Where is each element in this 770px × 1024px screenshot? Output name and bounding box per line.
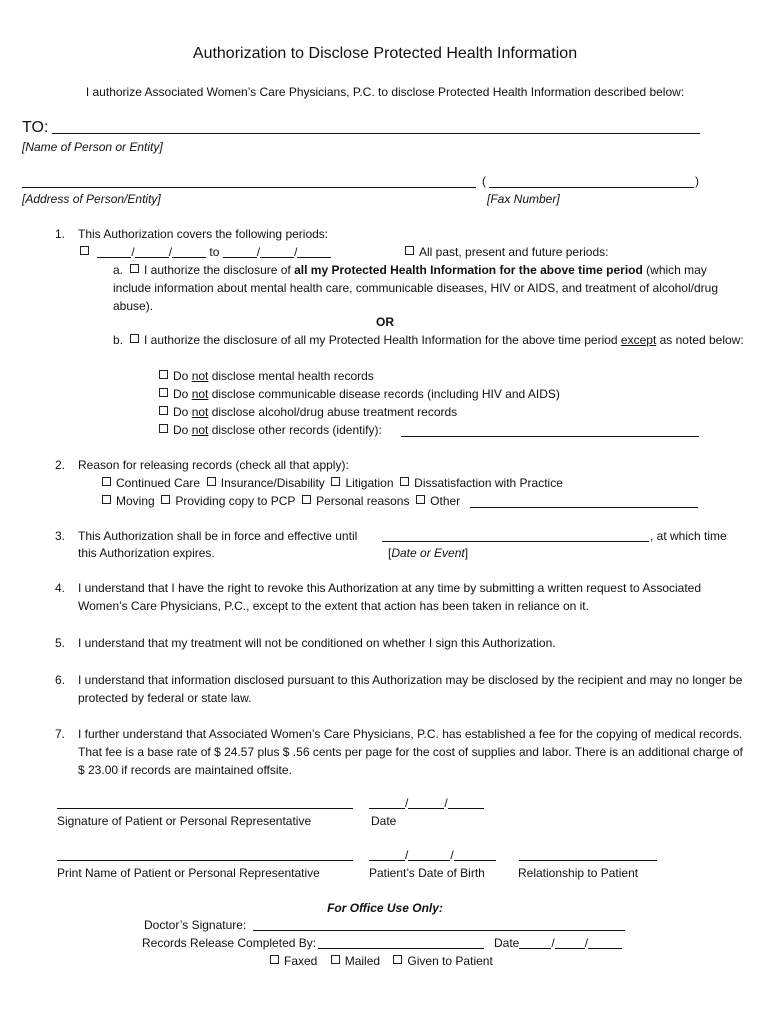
section4-text: I understand that I have the right to revoke this Authorization at any time by submitting a written request to Associated Women’s Care Physicians, P.C., except to the extent that action has been taken in reliance on it. — [78, 581, 702, 613]
doctor-signature-field[interactable] — [253, 930, 625, 931]
reason-checkbox[interactable] — [102, 495, 111, 504]
doctor-signature-label: Doctor’s Signature: — [144, 918, 247, 932]
or-text: OR — [376, 315, 394, 329]
option-a-bold: all my Protected Health Information for the above time period — [294, 263, 643, 277]
other-records-field[interactable] — [401, 436, 699, 437]
section3-text: This Authorization shall be in force and effective until — [78, 529, 358, 543]
section3-text-post: , at which time — [650, 529, 727, 543]
period-checkbox[interactable] — [80, 246, 89, 255]
exclude-mental-health — [159, 370, 374, 382]
not-label: not — [191, 369, 209, 383]
do-label: Do — [173, 369, 192, 383]
office-date-label: Date — [494, 936, 520, 950]
option-a-text — [113, 261, 733, 315]
reason-label: Personal reasons — [316, 494, 410, 508]
fax-caption: [Fax Number] — [487, 192, 560, 206]
name-caption: [Name of Person or Entity] — [22, 140, 163, 154]
exclude-mental-health-checkbox[interactable] — [159, 370, 168, 379]
period-end-year[interactable] — [297, 246, 331, 258]
office-date-group: Date / / — [494, 937, 622, 949]
all-periods-checkbox[interactable] — [405, 246, 414, 255]
section1-number: 1. — [55, 227, 66, 241]
reason-label: Other — [430, 494, 461, 508]
option-text: disclose alcohol/drug abuse treatment records — [208, 405, 458, 419]
print-name-field[interactable] — [57, 860, 353, 861]
period-end-month[interactable] — [223, 246, 257, 258]
section7-number: 7. — [55, 727, 66, 741]
section6-text: I understand that information disclosed pursuant to this Authorization may be disclosed by the recipient and may no longer be protected by federal or state law. — [78, 673, 743, 705]
option-text: disclose communicable disease records (including HIV and AIDS) — [208, 387, 560, 401]
exclude-other — [159, 424, 382, 436]
section3-number: 3. — [55, 529, 66, 543]
reason-label: Litigation — [345, 476, 394, 490]
reasons-row-1 — [102, 477, 563, 489]
sig-date-year[interactable] — [448, 797, 484, 809]
reason-label: Providing copy to PCP — [175, 494, 296, 508]
recipient-address-field[interactable] — [22, 187, 476, 188]
reason-label: Moving — [116, 494, 155, 508]
dob-month[interactable] — [369, 849, 405, 861]
period-start-year[interactable] — [172, 246, 206, 258]
reason-checkbox[interactable] — [207, 477, 216, 486]
fax-number-field[interactable] — [489, 187, 694, 188]
option-b-letter: b. — [113, 333, 124, 347]
or-divider — [0, 316, 770, 328]
relationship-field[interactable] — [519, 860, 657, 861]
reason-label: Dissatisfaction with Practice — [414, 476, 563, 490]
dob-label: Patient’s Date of Birth — [369, 866, 485, 880]
date-event-caption: [Date or Event] — [388, 546, 469, 560]
office-date-month[interactable] — [519, 937, 551, 949]
exclude-alcohol-drug — [159, 406, 457, 418]
option-b-except: except — [620, 333, 657, 347]
option-text: disclose mental health records — [208, 369, 374, 383]
reason-checkbox[interactable] — [102, 477, 111, 486]
reason-checkbox[interactable] — [416, 495, 425, 504]
faxed-checkbox[interactable] — [270, 955, 279, 964]
sig-date-day[interactable] — [408, 797, 444, 809]
reason-checkbox[interactable] — [400, 477, 409, 486]
print-name-label: Print Name of Patient or Personal Representative — [57, 866, 320, 880]
page-title: Authorization to Disclose Protected Health Information — [192, 45, 578, 62]
recipient-name-field[interactable] — [52, 133, 700, 134]
section2-number: 2. — [55, 458, 66, 472]
reason-label: Insurance/Disability — [220, 476, 325, 490]
other-reason-field[interactable] — [470, 507, 698, 508]
mailed-label: Mailed — [344, 954, 381, 968]
option-a-post: (which may include information about mental health care, communicable diseases, HIV or AIDS, and treatment of alcohol/drug abuse). — [113, 263, 718, 313]
to-label-text: TO — [22, 119, 44, 136]
office-use-heading: For Office Use Only: — [327, 901, 443, 915]
section5-number: 5. — [55, 636, 66, 650]
office-date-year[interactable] — [588, 937, 622, 949]
section3-line2: this Authorization expires. — [78, 546, 215, 560]
option-b-text — [113, 331, 753, 349]
intro-text: I authorize Associated Women’s Care Physicians, P.C. to disclose Protected Health Information described below: — [85, 85, 685, 99]
dob-year[interactable] — [454, 849, 496, 861]
exclude-communicable-disease — [159, 388, 560, 400]
option-b-checkbox[interactable] — [130, 334, 139, 343]
option-text: disclose other records (identify): — [208, 423, 382, 437]
section5-text: I understand that my treatment will not be conditioned on whether I sign this Authorization. — [78, 636, 556, 650]
dob-day[interactable] — [408, 849, 450, 861]
signature-date-label: Date — [371, 814, 397, 828]
period-to-label: to — [209, 245, 220, 259]
given-checkbox[interactable] — [393, 955, 402, 964]
records-completed-label: Records Release Completed By: — [142, 936, 317, 950]
signature-field[interactable] — [57, 808, 353, 809]
section7-text: I further understand that Associated Women’s Care Physicians, P.C. has established a fee for the copying of medical records. That fee is a base rate of $ 24.57 plus $ .56 cents per page for the cost of supplies and labor. There is an additional charge of $ 23.00 if records are maintained offsite. — [78, 727, 743, 777]
not-label: not — [191, 423, 209, 437]
section2-text: Reason for releasing records (check all that apply): — [78, 458, 349, 472]
option-a-checkbox[interactable] — [130, 264, 139, 273]
option-b-pre: I authorize the disclosure of all my Protected Health Information for the above time period — [144, 333, 621, 347]
option-b-post: as noted below: — [656, 333, 744, 347]
mailed-checkbox[interactable] — [331, 955, 340, 964]
office-date-day[interactable] — [555, 937, 585, 949]
not-label: not — [191, 405, 209, 419]
sig-date-month[interactable] — [369, 797, 405, 809]
all-periods-option — [405, 246, 608, 258]
do-label: Do — [173, 387, 192, 401]
date-event-text: Date or Event — [391, 546, 465, 560]
do-label: Do — [173, 405, 192, 419]
exclude-communicable-checkbox[interactable] — [159, 388, 168, 397]
option-a-letter: a. — [113, 263, 124, 277]
section1-text: This Authorization covers the following periods: — [78, 227, 329, 241]
period-start-month[interactable] — [97, 246, 131, 258]
fax-open-paren: ( — [482, 174, 486, 188]
expiration-field[interactable] — [382, 541, 649, 542]
office-options — [270, 955, 493, 967]
period-start-day[interactable] — [135, 246, 169, 258]
exclude-other-checkbox[interactable] — [159, 424, 168, 433]
exclude-alcohol-checkbox[interactable] — [159, 406, 168, 415]
period-row: / / to / / — [80, 246, 331, 258]
dob-field: / / — [369, 849, 496, 861]
period-end-day[interactable] — [260, 246, 294, 258]
faxed-label: Faxed — [284, 954, 318, 968]
given-label: Given to Patient — [407, 954, 493, 968]
records-completed-field[interactable] — [318, 948, 484, 949]
option-a-pre: I authorize the disclosure of — [144, 263, 295, 277]
section4-number: 4. — [55, 581, 66, 595]
not-label: not — [191, 387, 209, 401]
signature-label: Signature of Patient or Personal Representative — [57, 814, 312, 828]
signature-date-field: / / — [369, 797, 484, 809]
address-caption: [Address of Person/Entity] — [22, 192, 161, 206]
fax-close-paren: ) — [695, 174, 699, 188]
all-periods-label: All past, present and future periods: — [419, 245, 609, 259]
reason-checkbox[interactable] — [161, 495, 170, 504]
reasons-row-2 — [102, 495, 460, 507]
do-label: Do — [173, 423, 192, 437]
to-label: TO: — [22, 119, 49, 136]
reason-label: Continued Care — [116, 476, 201, 490]
section6-number: 6. — [55, 673, 66, 687]
reason-checkbox[interactable] — [302, 495, 311, 504]
reason-checkbox[interactable] — [331, 477, 340, 486]
relationship-label: Relationship to Patient — [518, 866, 639, 880]
